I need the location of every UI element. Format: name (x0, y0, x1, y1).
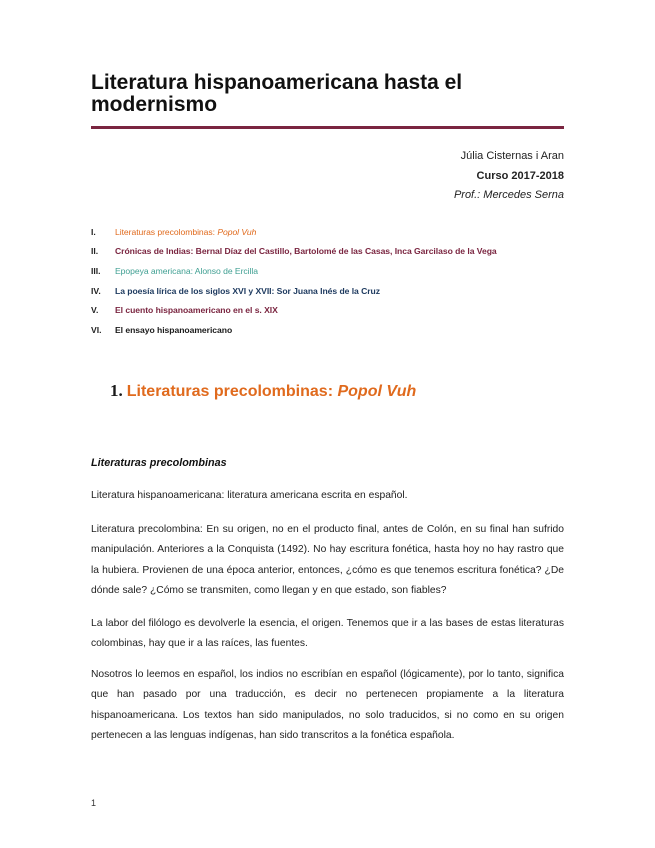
toc-item[interactable] (91, 320, 571, 340)
toc-number: II. (91, 246, 99, 257)
toc-item[interactable] (91, 300, 571, 320)
toc-number: I. (91, 226, 96, 237)
title-divider (91, 126, 564, 129)
toc-label: Epopeya americana: Alonso de Ercilla (115, 265, 258, 276)
toc-number: III. (91, 265, 101, 276)
section-title-italic: Popol Vuh (337, 383, 417, 400)
toc-label: Literaturas precolombinas: Popol Vuh (115, 226, 257, 237)
body-paragraph: La labor del filólogo es devolverle la esencia, el origen. Tenemos que ir a las bases de estas literaturas colombinas, hay que ir a las raíces, las fuentes. (91, 618, 564, 650)
body-paragraph: Literatura hispanoamericana: literatura americana escrita en español. (91, 490, 408, 501)
page-number: 1 (91, 798, 97, 808)
toc-item[interactable] (91, 222, 571, 242)
toc-label: El cuento hispanoamericano en el s. XIX (115, 305, 278, 316)
body-paragraph: Nosotros lo leemos en español, los indios no escribían en español (lógicamente), por lo tanto, significa que han pasado por una traducción, es decir no pertenecen propiamente a la literatura hispanoamericana. Los textos han sido manipulados, no solo traducidos, si no como en su origen pertenecen a las lenguas indígenas, han sido transcritos a la fonética española. (91, 669, 564, 742)
body-paragraph: Literatura precolombina: En su origen, no en el producto final, antes de Colón, en su final han sufrido manipulación. Anteriores a la Conquista (1492). No hay escritura fonética, hasta hoy no hay rastro que la hubiera. Provienen de una época anterior, entonces, ¿cómo es que tenemos escritura fonética? ¿De dónde sale? ¿Cómo se transmiten, como llegan y en que estado, son fiables? (91, 524, 564, 597)
section-heading (110, 381, 416, 401)
section-number: 1. (110, 381, 123, 400)
toc-item[interactable] (91, 261, 571, 281)
toc-label: Crónicas de Indias: Bernal Díaz del Castillo, Bartolomé de las Casas, Inca Garcilaso de la Vega (115, 246, 497, 257)
professor-name: Prof.: Mercedes Serna (453, 189, 564, 201)
toc-number: IV. (91, 285, 101, 296)
toc-item[interactable] (91, 242, 571, 262)
toc-label: La poesía lírica de los siglos XVI y XVII: Sor Juana Inés de la Cruz (115, 285, 381, 296)
table-of-contents (91, 222, 571, 340)
toc-number: V. (91, 305, 99, 316)
toc-number: VI. (91, 324, 102, 335)
document-title: Literatura hispanoamericana hasta el modernismo (91, 71, 463, 116)
course-year: Curso 2017-2018 (476, 170, 564, 182)
subsection-heading: Literaturas precolombinas (91, 457, 227, 469)
toc-label-italic: Popol Vuh (217, 226, 257, 237)
section-title: Literaturas precolombinas: (126, 383, 334, 400)
toc-label: El ensayo hispanoamericano (115, 324, 233, 335)
author-name: Júlia Cisternas i Aran (460, 150, 564, 162)
toc-item[interactable] (91, 281, 571, 301)
